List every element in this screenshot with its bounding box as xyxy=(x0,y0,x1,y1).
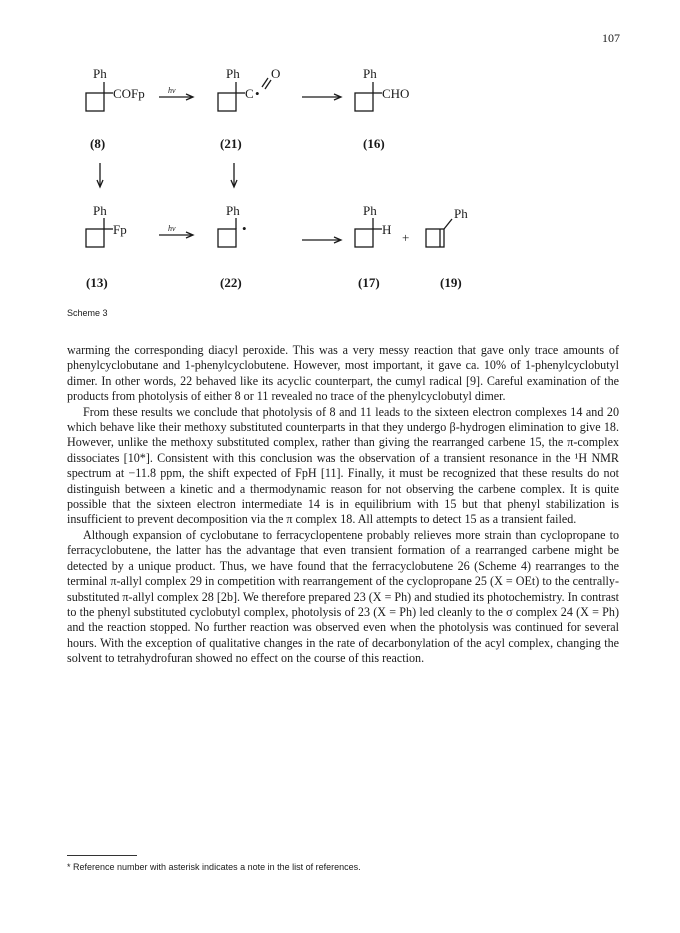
scheme-3-diagram xyxy=(0,0,680,330)
ph-label: Ph xyxy=(226,66,240,81)
compound-label-8: (8) xyxy=(90,136,106,151)
footnote-rule xyxy=(67,855,137,856)
page-number: 107 xyxy=(602,31,620,45)
cofp-group: COFp xyxy=(113,86,145,101)
compound-label-19: (19) xyxy=(440,275,462,290)
paragraph: Although expansion of cyclobutane to ferracyclopentene probably relieves more strain than cyclopropane to ferracyclobutene, the latter has the advantage that even transient formation of a rearranged carbene might be detected by a unique product. Thus, we have found that the ferracyclobutene 26 (Scheme 4) rearranges to the terminal π-allyl complex 29 in competition with rearrangement of the cyclopropane 25 (X = OEt) to the centrally-substituted π-allyl complex 28 [2b]. We therefore prepared 23 (X = Ph) and studied its photochemistry. In contrast to the phenyl substituted cyclobutyl complex, photolysis of 23 (X = Ph) led cleanly to the σ complex 24 (X = Ph) and the reaction stopped. No further reaction was observed even when the photolysis was continued for several hours. With the exception of qualitative changes in the rate of decarbonylation of the acyl complex, changing the solvent to tetrahydrofuran showed no effect on the course of this reaction. xyxy=(67,527,620,666)
compound-label-21: (21) xyxy=(220,136,242,151)
ph-label: Ph xyxy=(454,206,468,221)
radical-dot: • xyxy=(242,221,247,236)
cho-group: CHO xyxy=(382,86,410,101)
compound-label-17: (17) xyxy=(358,275,380,290)
paragraph: From these results we conclude that photolysis of 8 and 11 leads to the sixteen electron complexes 14 and 20 which behave like their methoxy substituted counterparts in that they undergo β-hydrogen elimination to give 18. However, unlike the methoxy substituted complex, rather than giving the rearranged carbene 15, the π-complex dissociates [10*]. Consistent with this conclusion was the observation of a transient resonance in the ¹H NMR spectrum at −11.8 ppm, the shift expected of FpH [11]. Finally, it must be recognized that these results do not distinguish between a kinetic and a thermodynamic reason for not observing the carbene complex. It is quite possible that the sixteen electron intermediate 14 is in equilibrium with 15 but that phenyl stabilization is insufficient to prevent decomposition via the π complex 18. All attempts to detect 15 as a transient failed. xyxy=(67,404,619,527)
footnote: * Reference number with asterisk indicates a note in the list of references. xyxy=(67,862,361,872)
ph-label: Ph xyxy=(363,203,377,218)
fp-group: Fp xyxy=(113,222,127,237)
compound-label-16: (16) xyxy=(363,136,385,151)
plus-sign: + xyxy=(402,230,410,245)
scheme-caption: Scheme 3 xyxy=(67,308,108,318)
ph-label: Ph xyxy=(363,66,377,81)
paragraph: warming the corresponding diacyl peroxide. This was a very messy reaction that gave only trace amounts of phenylcyclobutane and 1-phenylcyclobutene. However, most important, it gave ca. 10% of 1-phenylcyclobutyl dimer. In other words, 22 behaved like its acyclic counterpart, the cumyl radical [9]. Careful examination of the products from photolysis of either 8 or 11 revealed no trace of the phenylcyclobutyl dimer. xyxy=(67,343,619,404)
body-text xyxy=(67,343,619,667)
ph-label: Ph xyxy=(93,66,107,81)
ph-label: Ph xyxy=(93,203,107,218)
compound-label-13: (13) xyxy=(86,275,108,290)
compound-label-22: (22) xyxy=(220,275,242,290)
ketene-carbon: C xyxy=(245,86,254,101)
hv-label: hν xyxy=(168,86,176,95)
hydrogen-group: H xyxy=(382,222,392,237)
svg-text:•: • xyxy=(255,86,260,101)
hv-label: hν xyxy=(168,224,176,233)
ph-label: Ph xyxy=(226,203,240,218)
ketene-oxygen: O xyxy=(271,66,281,81)
